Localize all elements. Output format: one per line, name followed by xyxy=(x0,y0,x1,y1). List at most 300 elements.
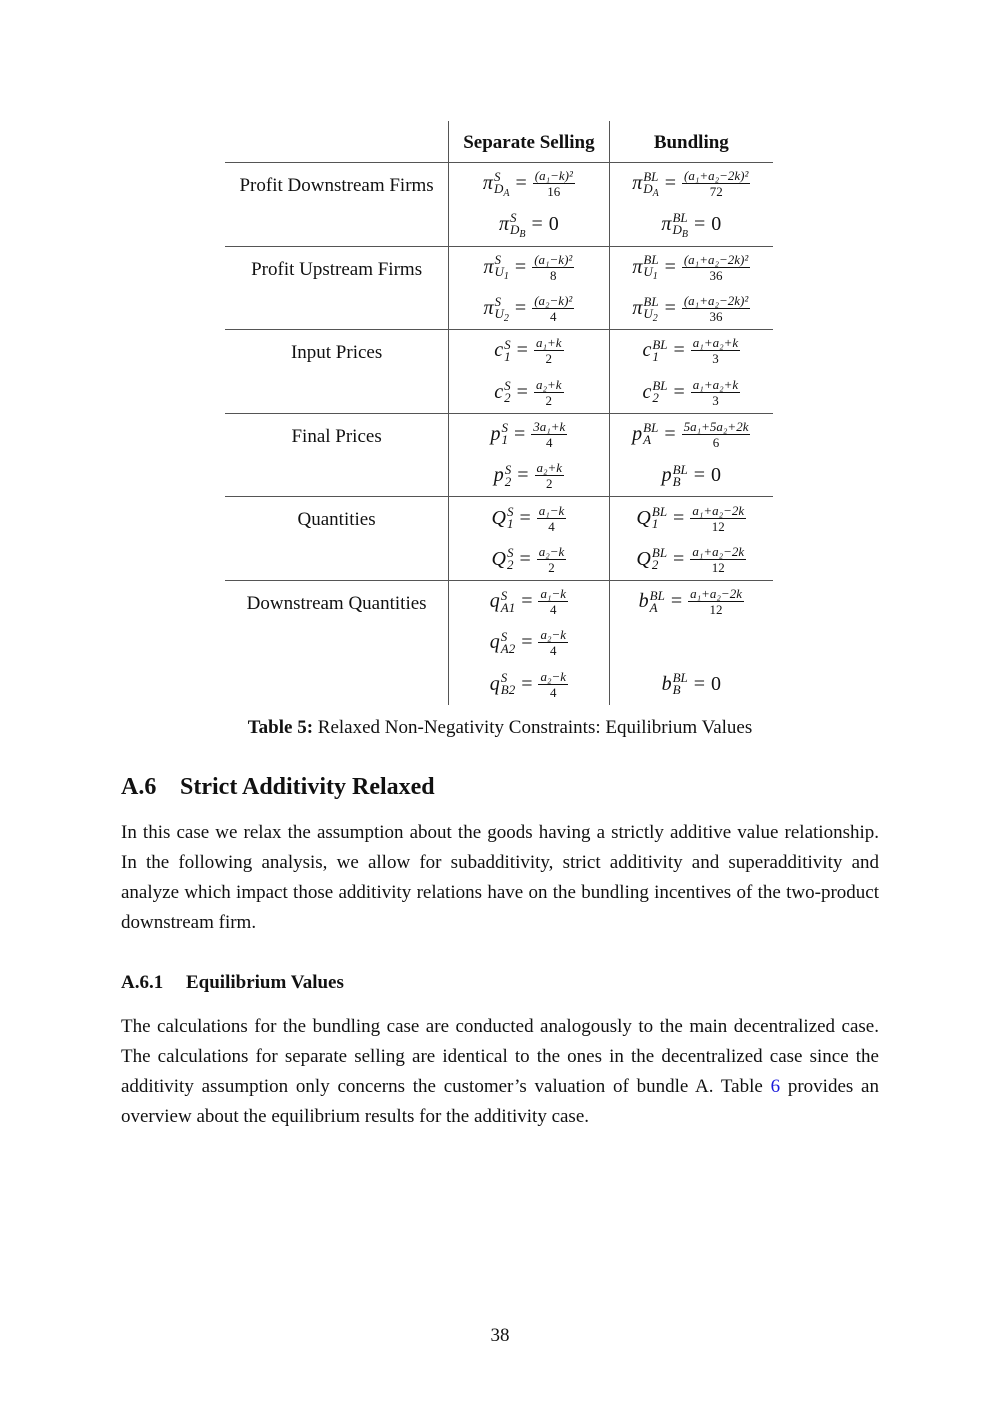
fraction-denominator: 8 xyxy=(550,267,557,283)
formula-subscript-nested: A xyxy=(503,187,510,199)
table-body xyxy=(225,162,773,705)
fraction-numerator: a₂+k xyxy=(536,460,563,476)
equals-sign: = xyxy=(670,590,683,613)
formula-subscript-main: D xyxy=(510,221,520,237)
formula-subscript xyxy=(507,559,514,571)
formula-slot xyxy=(610,371,773,412)
fraction xyxy=(682,294,750,323)
formula-scripts xyxy=(643,422,658,446)
equals-sign: = xyxy=(516,380,528,403)
table-group xyxy=(225,413,773,497)
section-title: Strict Additivity Relaxed xyxy=(180,774,435,800)
separate-selling-cell xyxy=(448,330,608,413)
fraction xyxy=(532,253,574,282)
table-header-row xyxy=(225,121,773,162)
formula-subscript-main: 2 xyxy=(506,557,514,573)
formula-superscript: S xyxy=(493,168,501,184)
formula-symbol: p xyxy=(661,464,672,487)
formula-scripts xyxy=(504,380,511,404)
formula-scripts xyxy=(643,293,659,324)
fraction-numerator: a₂−k xyxy=(540,668,567,684)
formula-subscript-main: 1 xyxy=(652,348,659,364)
fraction xyxy=(535,461,565,490)
formula-symbol: Q xyxy=(491,506,506,529)
equals-sign: = xyxy=(664,255,676,278)
formula-subscript-main: A2 xyxy=(500,640,516,656)
formula-subscript-main: 2 xyxy=(504,473,512,489)
formula-subscript-main: U xyxy=(643,264,653,280)
formula-subscript xyxy=(504,348,511,364)
fraction-denominator: 12 xyxy=(709,602,723,618)
fraction-numerator: (a₁+a₂−2k)² xyxy=(683,293,749,309)
formula-subscript xyxy=(500,640,516,656)
formula-subscript-main: 1 xyxy=(651,516,659,532)
formula-symbol: p xyxy=(490,422,501,445)
fraction-denominator: 12 xyxy=(711,559,725,575)
formula-value: 0 xyxy=(548,213,559,236)
equals-sign: = xyxy=(513,422,526,445)
fraction-denominator: 3 xyxy=(712,392,719,408)
table-caption xyxy=(0,717,1000,739)
formula-scripts xyxy=(494,293,509,324)
formula-symbol: π xyxy=(632,172,643,195)
formula xyxy=(490,628,568,657)
fraction xyxy=(690,504,746,533)
formula-symbol: Q xyxy=(636,506,651,529)
formula xyxy=(494,336,563,365)
equals-sign: = xyxy=(673,380,685,403)
paragraph-1: In this case we relax the assumption about the goods having a strictly additive value relationship. In the following analysis, we allow for subadditivity, strict additivity and superadditivity and analyze which impact those additivity relations have on the bundling incentives of the two-product downstream firm. xyxy=(121,822,879,933)
formula-subscript xyxy=(494,264,509,283)
fraction xyxy=(682,169,750,198)
fraction-numerator: (a₂−k)² xyxy=(534,293,573,309)
formula-slot xyxy=(610,497,773,538)
formula xyxy=(661,209,722,240)
equals-sign: = xyxy=(531,213,543,236)
formula-subscript-main: 2 xyxy=(652,390,659,406)
formula-superscript: BL xyxy=(643,168,659,184)
formula-subscript xyxy=(643,180,659,199)
formula xyxy=(494,378,563,407)
formula-subscript xyxy=(493,180,510,199)
formula-superscript: S xyxy=(500,628,508,644)
formula-scripts xyxy=(500,628,516,656)
formula xyxy=(498,209,559,240)
paragraph-2-text-end: provides an overview about the equilibrium results for the additivity case. xyxy=(121,1076,879,1127)
formula-superscript: BL xyxy=(651,545,668,561)
subsection-heading xyxy=(121,972,344,994)
fraction-numerator: a₁+a₂−2k xyxy=(692,543,745,559)
table-group xyxy=(225,496,773,580)
formula-value: 0 xyxy=(711,672,722,695)
formula-slot xyxy=(449,371,608,412)
fraction xyxy=(538,670,568,699)
formula-symbol: π xyxy=(482,172,493,195)
equals-sign: = xyxy=(515,172,527,195)
formula-subscript xyxy=(652,518,667,530)
header-empty xyxy=(225,121,448,162)
formula-scripts xyxy=(494,252,509,283)
formula xyxy=(490,587,568,616)
formula-slot xyxy=(610,204,773,245)
section-heading xyxy=(121,774,435,801)
formula-slot xyxy=(610,539,773,580)
formula-symbol: π xyxy=(632,255,643,278)
formula xyxy=(492,545,567,574)
formula-subscript-nested: A xyxy=(652,187,659,199)
formula-subscript xyxy=(510,221,526,240)
formula xyxy=(632,253,750,282)
formula-scripts xyxy=(507,506,514,530)
separate-selling-cell xyxy=(448,414,608,497)
formula-scripts xyxy=(501,672,515,696)
formula-superscript: S xyxy=(504,336,511,352)
fraction-denominator: 2 xyxy=(546,476,553,492)
row-label: Profit Downstream Firms xyxy=(239,175,434,196)
fraction xyxy=(538,628,568,657)
equals-sign: = xyxy=(693,213,706,236)
formula-slot xyxy=(449,622,608,663)
formula-superscript: S xyxy=(510,209,517,225)
formula-subscript-main: D xyxy=(493,180,504,196)
bundling-cell xyxy=(609,581,773,705)
formula xyxy=(642,378,740,407)
formula-superscript: S xyxy=(494,293,502,309)
table-group xyxy=(225,329,773,413)
formula-subscript-main: A xyxy=(649,599,658,615)
fraction xyxy=(682,253,750,282)
fraction-numerator: (a₁+a₂−2k)² xyxy=(683,251,749,267)
formula-subscript-main: U xyxy=(494,264,504,280)
formula-subscript-main: B2 xyxy=(500,682,516,698)
formula-value: 0 xyxy=(711,464,722,487)
separate-selling-cell xyxy=(448,163,608,246)
formula-slot xyxy=(449,288,608,329)
fraction-denominator: 2 xyxy=(545,351,552,367)
fraction xyxy=(538,587,568,616)
formula xyxy=(490,670,568,699)
equals-sign: = xyxy=(519,547,531,570)
formula-subscript-main: B xyxy=(672,473,681,489)
formula-superscript: S xyxy=(506,545,514,561)
formula-subscript-main: U xyxy=(494,305,504,321)
formula-symbol: c xyxy=(494,380,504,403)
formula-superscript: S xyxy=(500,670,508,686)
formula xyxy=(492,504,567,533)
bundling-cell xyxy=(609,163,773,246)
formula-superscript: BL xyxy=(643,420,659,436)
formula-scripts xyxy=(672,461,688,489)
equals-sign: = xyxy=(519,506,531,529)
formula-symbol: p xyxy=(632,422,643,445)
formula-slot xyxy=(610,664,773,705)
formula-slot xyxy=(449,330,608,371)
formula-scripts xyxy=(649,587,665,615)
fraction xyxy=(682,420,751,449)
equals-sign: = xyxy=(514,297,527,320)
formula-slot xyxy=(449,455,608,496)
formula-superscript: S xyxy=(494,252,502,268)
table-6-link[interactable]: 6 xyxy=(770,1076,781,1097)
formula-subscript-main: 1 xyxy=(504,348,511,364)
formula-subscript-nested: 2 xyxy=(652,312,658,324)
fraction-numerator: a₁+a₂−2k xyxy=(692,502,745,518)
fraction-denominator: 3 xyxy=(712,351,719,367)
formula-superscript: BL xyxy=(649,587,665,603)
fraction-denominator: 4 xyxy=(546,434,553,450)
formula-subscript-main: A1 xyxy=(500,599,516,615)
row-label-cell xyxy=(225,581,448,705)
equals-sign: = xyxy=(664,297,676,320)
formula-scripts xyxy=(652,336,668,364)
formula-scripts xyxy=(500,587,516,615)
fraction-denominator: 16 xyxy=(547,184,561,200)
formula-slot xyxy=(449,204,608,245)
formula xyxy=(632,294,750,323)
formula-slot xyxy=(610,330,773,371)
fraction-denominator: 72 xyxy=(709,184,723,200)
formula-symbol: π xyxy=(661,213,672,236)
formula-symbol: π xyxy=(483,255,494,278)
formula-subscript xyxy=(672,221,688,240)
equals-sign: = xyxy=(664,172,676,195)
formula-scripts xyxy=(507,547,514,571)
fraction-denominator: 4 xyxy=(550,309,557,325)
formula-subscript xyxy=(652,392,667,404)
formula-slot xyxy=(449,581,608,622)
formula xyxy=(632,169,750,198)
fraction-numerator: a₁+a₂+k xyxy=(692,335,739,351)
formula-superscript: BL xyxy=(672,209,688,225)
formula-scripts xyxy=(673,672,688,696)
formula-symbol: q xyxy=(489,631,500,654)
formula-subscript-nested: 2 xyxy=(503,312,509,324)
formula-symbol: b xyxy=(638,590,649,613)
formula-slot xyxy=(610,622,773,663)
formula xyxy=(483,294,574,323)
formula-slot xyxy=(449,414,608,455)
equals-sign: = xyxy=(673,506,685,529)
formula-scripts xyxy=(493,168,510,199)
formula-subscript xyxy=(501,684,515,696)
caption-text: Relaxed Non-Negativity Constraints: Equilibrium Values xyxy=(313,717,753,738)
formula-superscript: S xyxy=(504,461,512,477)
fraction-numerator: (a₁−k)² xyxy=(534,251,573,267)
fraction-numerator: a₂−k xyxy=(538,543,565,559)
fraction-denominator: 4 xyxy=(548,518,555,534)
formula-subscript xyxy=(504,392,511,404)
fraction-numerator: a₁+a₂+k xyxy=(692,376,739,392)
row-label-cell xyxy=(225,330,448,413)
paragraph-2-text: The calculations for the bundling case are conducted analogously to the main decentralized case. The calculations for separate selling are identical to the ones in the decentralized case since the additivity assumption only concerns the customer’s valuation of bundle A. Table xyxy=(121,1016,879,1097)
formula-subscript xyxy=(643,434,658,446)
fraction-denominator: 12 xyxy=(711,518,725,534)
formula-subscript xyxy=(507,518,514,530)
equals-sign: = xyxy=(516,339,528,362)
fraction-numerator: (a₁+a₂−2k)² xyxy=(684,168,749,184)
formula-subscript xyxy=(501,434,508,446)
formula-slot xyxy=(449,163,608,204)
section-number: A.6 xyxy=(121,774,157,800)
fraction-denominator: 2 xyxy=(545,392,552,408)
subsection-title: Equilibrium Values xyxy=(186,972,344,993)
formula-subscript-nested: B xyxy=(519,228,526,240)
bundling-cell xyxy=(609,247,773,330)
equals-sign: = xyxy=(521,631,533,654)
separate-selling-cell xyxy=(448,247,608,330)
formula-scripts xyxy=(504,461,512,489)
formula-symbol: c xyxy=(642,380,652,403)
formula-subscript xyxy=(643,305,658,324)
fraction-numerator: a₁−k xyxy=(538,502,565,518)
formula-subscript-main: D xyxy=(643,180,653,196)
formula-scripts xyxy=(510,209,526,240)
page-number: 38 xyxy=(490,1325,510,1346)
formula-slot xyxy=(610,163,773,204)
row-label: Input Prices xyxy=(290,342,383,364)
formula-symbol: q xyxy=(489,672,500,695)
formula-scripts xyxy=(643,252,659,283)
formula xyxy=(636,504,746,533)
formula-subscript-nested: 1 xyxy=(652,271,658,283)
formula-subscript-main: 2 xyxy=(504,390,511,406)
formula-superscript: BL xyxy=(652,378,668,394)
separate-selling-cell xyxy=(448,497,608,580)
formula-subscript-main: 1 xyxy=(501,432,508,448)
table-group xyxy=(225,246,773,330)
fraction-denominator: 6 xyxy=(712,434,720,450)
formula-scripts xyxy=(672,209,688,240)
row-label-cell xyxy=(225,163,448,246)
formula xyxy=(632,420,750,449)
formula-symbol: Q xyxy=(636,547,651,570)
paragraph-2 xyxy=(121,1012,879,1132)
fraction xyxy=(690,545,746,574)
formula-scripts xyxy=(652,506,667,530)
formula xyxy=(642,336,740,365)
fraction-denominator: 4 xyxy=(550,602,557,618)
formula-scripts xyxy=(504,336,511,364)
row-label: Downstream Quantities xyxy=(246,592,427,614)
separate-selling-cell xyxy=(448,581,608,705)
caption-label: Table 5: xyxy=(247,717,314,738)
fraction xyxy=(533,169,575,198)
fraction xyxy=(688,587,744,616)
equals-sign: = xyxy=(517,464,529,487)
formula-scripts xyxy=(501,422,508,446)
formula-slot xyxy=(449,539,608,580)
fraction-numerator: a₁+a₂−2k xyxy=(690,586,742,602)
formula-slot xyxy=(610,455,773,496)
formula-scripts xyxy=(652,380,667,404)
formula-subscript xyxy=(504,473,512,489)
fraction-numerator: 3a₁+k xyxy=(533,418,566,434)
header-separate-selling: Separate Selling xyxy=(448,121,608,162)
row-label-cell xyxy=(225,414,448,497)
formula-subscript xyxy=(672,473,688,489)
formula-subscript-main: 2 xyxy=(651,557,659,573)
formula-subscript xyxy=(649,599,665,615)
formula-superscript: BL xyxy=(651,504,668,520)
fraction-denominator: 2 xyxy=(548,559,555,575)
formula-symbol: c xyxy=(642,339,652,362)
formula-superscript: S xyxy=(501,420,508,436)
formula-subscript-nested: B xyxy=(681,228,688,240)
equals-sign: = xyxy=(693,672,706,695)
table-group xyxy=(225,162,773,246)
formula-scripts xyxy=(643,168,659,199)
equilibrium-table xyxy=(225,121,773,705)
formula-symbol: π xyxy=(483,297,494,320)
formula xyxy=(662,672,721,696)
fraction-numerator: a₁+k xyxy=(535,335,562,351)
equals-sign: = xyxy=(693,464,706,487)
formula-scripts xyxy=(652,547,667,571)
equals-sign: = xyxy=(521,672,533,695)
fraction xyxy=(537,545,567,574)
formula-subscript-main: 1 xyxy=(506,516,514,532)
row-label: Quantities xyxy=(297,509,376,531)
formula-subscript-main: B xyxy=(672,682,681,698)
formula xyxy=(639,587,744,616)
formula xyxy=(494,461,564,490)
equals-sign: = xyxy=(514,255,527,278)
fraction xyxy=(537,504,567,533)
row-label: Final Prices xyxy=(291,425,382,447)
header-bundling: Bundling xyxy=(609,121,773,162)
formula-subscript xyxy=(652,348,667,364)
equals-sign: = xyxy=(673,547,685,570)
row-label-cell xyxy=(225,247,448,330)
fraction-denominator: 36 xyxy=(709,267,723,283)
fraction-numerator: 5a₁+5a₂+2k xyxy=(683,418,749,434)
formula-subscript xyxy=(500,599,516,615)
fraction xyxy=(532,294,574,323)
bundling-cell xyxy=(609,414,773,497)
fraction xyxy=(691,378,740,407)
formula xyxy=(661,461,722,489)
fraction xyxy=(534,336,564,365)
formula-symbol: π xyxy=(498,213,510,236)
fraction-denominator: 4 xyxy=(550,684,557,700)
fraction-numerator: (a₁−k)² xyxy=(534,168,573,184)
fraction-numerator: a₂+k xyxy=(535,376,562,392)
bundling-cell xyxy=(609,330,773,413)
formula-subscript-main: A xyxy=(643,432,652,448)
fraction-denominator: 4 xyxy=(550,643,557,659)
formula-value: 0 xyxy=(711,213,722,236)
formula-subscript xyxy=(673,684,688,696)
formula-subscript xyxy=(643,264,658,283)
row-label-cell xyxy=(225,497,448,580)
bundling-cell xyxy=(609,497,773,580)
formula-subscript xyxy=(652,559,667,571)
fraction xyxy=(691,336,740,365)
formula-superscript: BL xyxy=(643,293,659,309)
formula-symbol: q xyxy=(489,590,500,613)
formula-symbol: c xyxy=(494,339,504,362)
formula-slot xyxy=(610,581,773,622)
formula-superscript: S xyxy=(504,378,511,394)
formula-superscript: BL xyxy=(643,252,659,268)
equals-sign: = xyxy=(664,422,676,445)
formula-symbol: π xyxy=(632,297,643,320)
formula-superscript: BL xyxy=(672,670,688,686)
formula-slot xyxy=(449,497,608,538)
formula xyxy=(490,420,567,449)
row-label: Profit Upstream Firms xyxy=(251,258,423,280)
formula-slot xyxy=(449,247,608,288)
